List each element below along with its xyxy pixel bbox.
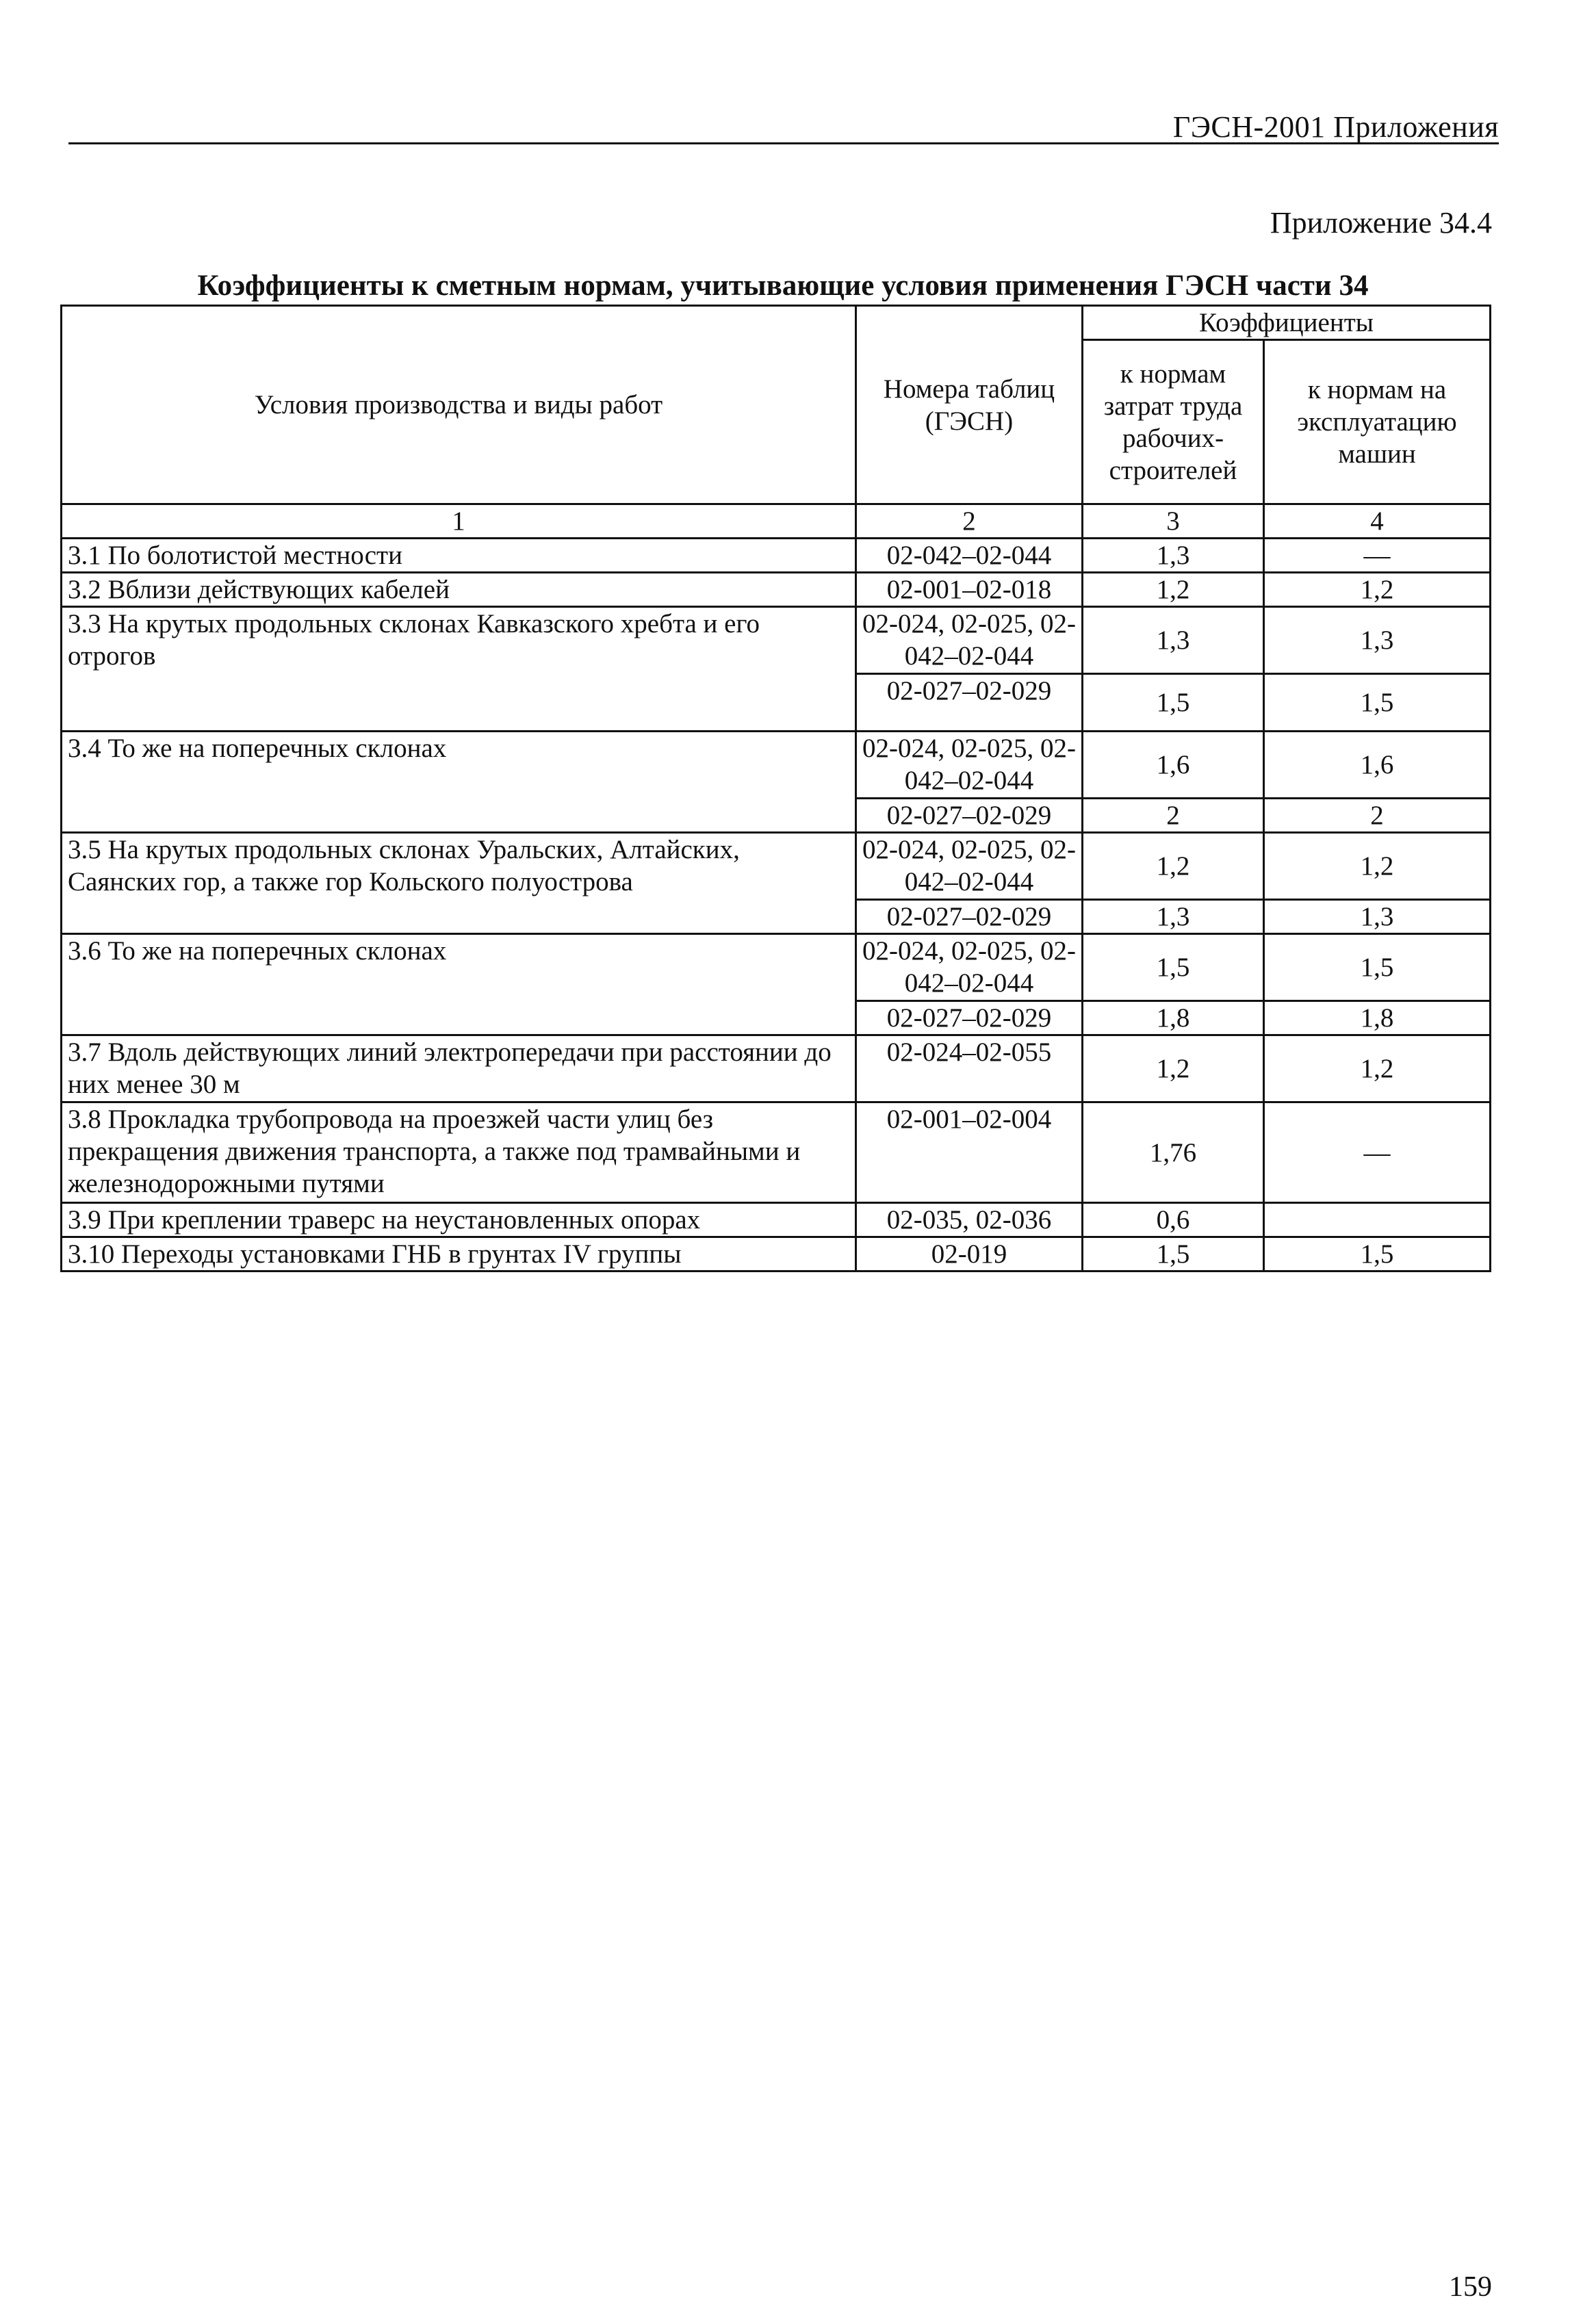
machines-cell: 1,2 xyxy=(1264,833,1491,900)
tables-cell: 02-024, 02-025, 02-042–02-044 xyxy=(856,833,1083,900)
machines-cell xyxy=(1264,1203,1491,1237)
machines-cell: 1,6 xyxy=(1264,732,1491,799)
machines-cell: 1,2 xyxy=(1264,573,1491,607)
machines-cell: 1,5 xyxy=(1264,674,1491,732)
table-row xyxy=(62,573,1491,607)
machines-cell: 1,2 xyxy=(1264,1035,1491,1102)
column-number: 1 xyxy=(62,504,856,539)
table-row xyxy=(62,539,1491,573)
condition-cell: 3.4 То же на поперечных склонах xyxy=(62,732,856,833)
tables-cell: 02-042–02-044 xyxy=(856,539,1083,573)
condition-cell: 3.3 На крутых продольных склонах Кавказского хребта и его отрогов xyxy=(62,607,856,732)
tables-cell: 02-027–02-029 xyxy=(856,674,1083,732)
labor-cell: 1,2 xyxy=(1083,1035,1264,1102)
machines-cell: 1,5 xyxy=(1264,934,1491,1001)
tables-cell: 02-027–02-029 xyxy=(856,900,1083,934)
header-machines: к нормам на эксплуатацию машин xyxy=(1264,340,1491,504)
tables-cell: 02-019 xyxy=(856,1237,1083,1271)
table-row xyxy=(62,732,1491,799)
tables-cell: 02-024, 02-025, 02-042–02-044 xyxy=(856,934,1083,1001)
machines-cell: — xyxy=(1264,539,1491,573)
header-table-numbers: Номера таблиц (ГЭСН) xyxy=(856,306,1083,504)
tables-cell: 02-001–02-018 xyxy=(856,573,1083,607)
machines-cell: 2 xyxy=(1264,799,1491,833)
machines-cell: — xyxy=(1264,1102,1491,1203)
appendix-label: Приложение 34.4 xyxy=(1270,206,1492,240)
tables-cell: 02-024–02-055 xyxy=(856,1035,1083,1102)
tables-cell: 02-001–02-004 xyxy=(856,1102,1083,1203)
page-number: 159 xyxy=(1449,2271,1492,2303)
condition-cell: 3.2 Вблизи действующих кабелей xyxy=(62,573,856,607)
tables-cell: 02-024, 02-025, 02-042–02-044 xyxy=(856,607,1083,674)
header-coefficients: Коэффициенты xyxy=(1083,306,1491,340)
machines-cell: 1,3 xyxy=(1264,607,1491,674)
labor-cell: 1,6 xyxy=(1083,732,1264,799)
column-number: 3 xyxy=(1083,504,1264,539)
machines-cell: 1,5 xyxy=(1264,1237,1491,1271)
running-title: ГЭСН-2001 Приложения xyxy=(1172,110,1499,144)
labor-cell: 1,3 xyxy=(1083,539,1264,573)
table-title: Коэффициенты к сметным нормам, учитывающие условия применения ГЭСН части 34 xyxy=(197,270,1369,302)
labor-cell: 1,2 xyxy=(1083,833,1264,900)
labor-cell: 0,6 xyxy=(1083,1203,1264,1237)
running-header xyxy=(68,109,1499,145)
condition-cell: 3.5 На крутых продольных склонах Уральских, Алтайских, Саянских гор, а также гор Кольского полуострова xyxy=(62,833,856,934)
condition-cell: 3.8 Прокладка трубопровода на проезжей части улиц без прекращения движения транспорта, а также под трамвайными и железнодорожными путями xyxy=(62,1102,856,1203)
condition-cell: 3.9 При креплении траверс на неустановленных опорах xyxy=(62,1203,856,1237)
coefficients-table xyxy=(60,305,1491,1272)
table-row xyxy=(62,1035,1491,1102)
table-row xyxy=(62,1203,1491,1237)
table-row xyxy=(62,833,1491,900)
table-row xyxy=(62,607,1491,674)
header-labor: к нормам затрат труда рабочих-строителей xyxy=(1083,340,1264,504)
labor-cell: 1,8 xyxy=(1083,1001,1264,1035)
table-row xyxy=(62,934,1491,1001)
labor-cell: 1,5 xyxy=(1083,1237,1264,1271)
header-rule xyxy=(68,142,1499,144)
column-number: 4 xyxy=(1264,504,1491,539)
labor-cell: 1,76 xyxy=(1083,1102,1264,1203)
machines-cell: 1,8 xyxy=(1264,1001,1491,1035)
table-row xyxy=(62,1237,1491,1271)
condition-cell: 3.10 Переходы установками ГНБ в грунтах IV группы xyxy=(62,1237,856,1271)
tables-cell: 02-027–02-029 xyxy=(856,799,1083,833)
header-conditions: Условия производства и виды работ xyxy=(62,306,856,504)
header-row-top xyxy=(62,306,1491,340)
tables-cell: 02-024, 02-025, 02-042–02-044 xyxy=(856,732,1083,799)
column-number-row xyxy=(62,504,1491,539)
tables-cell: 02-035, 02-036 xyxy=(856,1203,1083,1237)
condition-cell: 3.6 То же на поперечных склонах xyxy=(62,934,856,1035)
column-number: 2 xyxy=(856,504,1083,539)
table-row xyxy=(62,1102,1491,1203)
labor-cell: 1,3 xyxy=(1083,607,1264,674)
labor-cell: 1,2 xyxy=(1083,573,1264,607)
labor-cell: 1,5 xyxy=(1083,934,1264,1001)
labor-cell: 1,3 xyxy=(1083,900,1264,934)
condition-cell: 3.7 Вдоль действующих линий электропередачи при расстоянии до них менее 30 м xyxy=(62,1035,856,1102)
labor-cell: 1,5 xyxy=(1083,674,1264,732)
labor-cell: 2 xyxy=(1083,799,1264,833)
tables-cell: 02-027–02-029 xyxy=(856,1001,1083,1035)
condition-cell: 3.1 По болотистой местности xyxy=(62,539,856,573)
machines-cell: 1,3 xyxy=(1264,900,1491,934)
